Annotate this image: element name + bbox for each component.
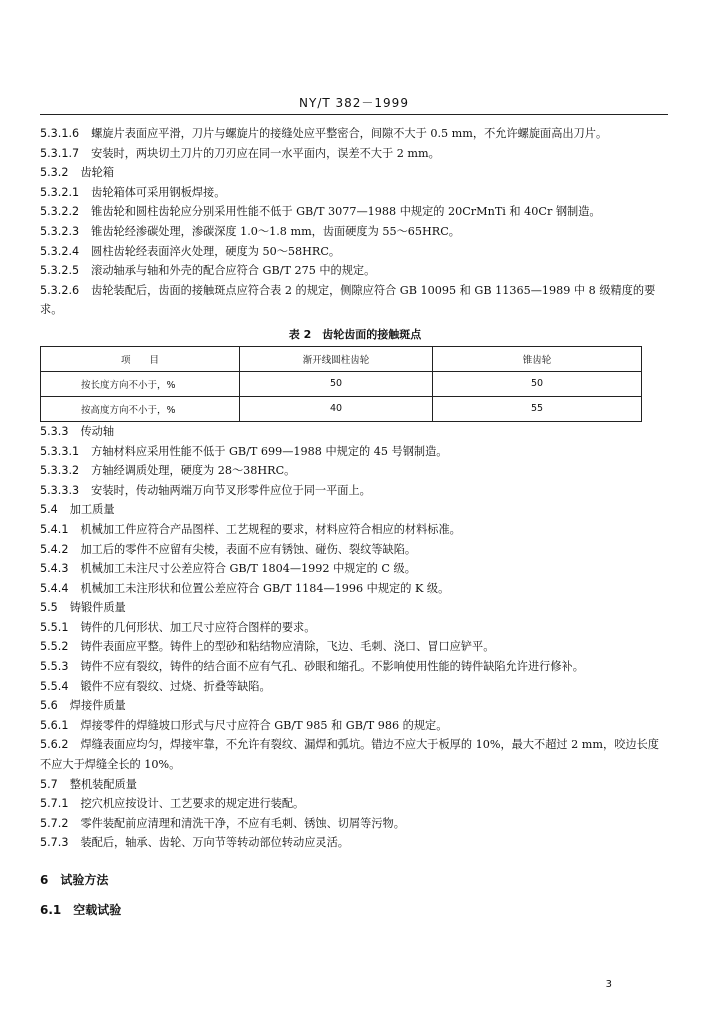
clause-number: 5.5.4 [40, 679, 69, 693]
clause-paragraph [40, 442, 670, 462]
clause-number: 5.3.1.7 [40, 146, 80, 160]
clause-paragraph [40, 814, 670, 834]
clause-number: 5.5 [40, 601, 58, 615]
table-row [41, 371, 642, 396]
clause-paragraph [40, 794, 670, 814]
clause-text: 焊接零件的焊缝坡口形式与尺寸应符合 GB/T 985 和 GB/T 986 的规定。 [80, 718, 448, 732]
table-cell: 按长度方向不小于，% [41, 371, 240, 396]
clause-paragraph [40, 540, 670, 560]
clause-text: 加工质量 [69, 503, 115, 517]
clause-paragraph [40, 559, 670, 579]
clause-paragraph [40, 833, 670, 853]
section-title: 空载试验 [73, 902, 122, 917]
header-rule [40, 114, 668, 115]
clause-text: 铸件的几何形状、加工尺寸应符合图样的要求。 [80, 620, 316, 634]
table-cell: 40 [240, 396, 433, 421]
section-heading-6 [40, 871, 670, 891]
clause-paragraph [40, 163, 670, 183]
clause-text: 机械加工件应符合产品图样、工艺规程的要求，材料应符合相应的材料标准。 [80, 522, 461, 536]
page-number: 3 [605, 979, 612, 990]
clause-number: 5.6.1 [40, 718, 69, 732]
clause-number: 5.7.3 [40, 836, 69, 850]
clause-text: 齿轮箱体可采用钢板焊接。 [91, 185, 226, 199]
clause-number: 5.4.4 [40, 581, 69, 595]
clause-text: 挖穴机应按设计、工艺要求的规定进行装配。 [80, 797, 305, 811]
clause-paragraph [40, 481, 670, 501]
clause-number: 5.3.3.2 [40, 464, 80, 478]
clause-text: 焊缝表面应均匀，焊接牢靠，不允许有裂纹、漏焊和弧坑。错边不应大于板厚的 10%，最大不超过 2 mm，咬边长度不应大于焊缝全长的 10%。 [40, 738, 659, 772]
table-cell: 按高度方向不小于，% [41, 396, 240, 421]
clause-text: 安装时，两块切土刀片的刀刃应在同一水平面内，误差不大于 2 mm。 [91, 146, 440, 160]
contact-pattern-table [40, 346, 642, 422]
clause-number: 5.7.1 [40, 797, 69, 811]
clause-paragraph [40, 242, 670, 262]
clause-paragraph [40, 500, 670, 520]
clause-text: 传动轴 [80, 424, 115, 438]
clause-number: 5.5.1 [40, 620, 69, 634]
clause-paragraph [40, 696, 670, 716]
clause-number: 5.7 [40, 777, 58, 791]
paragraph-list-top [40, 124, 670, 320]
table-row [41, 396, 642, 421]
clause-number: 5.6.2 [40, 738, 69, 752]
clause-text: 机械加工未注尺寸公差应符合 GB/T 1804—1992 中规定的 C 级。 [80, 562, 416, 576]
clause-number: 5.3.3.3 [40, 483, 80, 497]
clause-number: 5.3.2 [40, 166, 69, 180]
document-body [40, 124, 670, 920]
section-heading-6-1 [40, 901, 670, 921]
clause-number: 5.4.3 [40, 562, 69, 576]
table-cell: 55 [433, 396, 642, 421]
clause-number: 5.5.2 [40, 640, 69, 654]
clause-number: 5.3.2.6 [40, 283, 80, 297]
section-title: 试验方法 [60, 873, 109, 887]
clause-text: 齿轮装配后，齿面的接触斑点应符合表 2 的规定，侧隙应符合 GB 10095 和 GB 11365—1989 中 8 级精度的要求。 [40, 283, 656, 317]
table-header-spur: 渐开线圆柱齿轮 [240, 346, 433, 371]
clause-text: 铸件表面应平整。铸件上的型砂和粘结物应清除，飞边、毛刺、浇口、冒口应铲平。 [80, 640, 495, 654]
table-caption: 表 2 齿轮齿面的接触斑点 [288, 327, 422, 341]
clause-text: 齿轮箱 [80, 166, 115, 180]
clause-number: 5.3.3 [40, 424, 69, 438]
clause-text: 加工后的零件不应留有尖棱，表面不应有锈蚀、碰伤、裂纹等缺陷。 [80, 542, 417, 556]
clause-number: 5.3.3.1 [40, 444, 80, 458]
clause-text: 铸锻件质量 [69, 601, 126, 615]
clause-text: 螺旋片表面应平滑，刀片与螺旋片的接缝处应平整密合，间隙不大于 0.5 mm，不允许螺旋面高出刀片。 [91, 127, 608, 140]
standard-header: NY/T 382－1999 [299, 96, 409, 110]
clause-paragraph [40, 657, 670, 677]
paragraph-list-bottom [40, 422, 670, 853]
clause-paragraph [40, 579, 670, 599]
clause-paragraph [40, 124, 670, 144]
clause-number: 5.3.2.5 [40, 264, 80, 278]
clause-paragraph [40, 716, 670, 736]
clause-number: 5.5.3 [40, 660, 69, 674]
clause-text: 锥齿轮和圆柱齿轮应分别采用性能不低于 GB/T 3077—1988 中规定的 20CrMnTi 和 40Cr 钢制造。 [91, 205, 601, 219]
clause-number: 5.4 [40, 503, 58, 517]
clause-number: 5.7.2 [40, 816, 69, 830]
clause-paragraph [40, 261, 670, 281]
clause-paragraph [40, 281, 670, 320]
clause-number: 5.3.1.6 [40, 127, 80, 140]
clause-text: 机械加工未注形状和位置公差应符合 GB/T 1184—1996 中规定的 K 级。 [80, 581, 450, 595]
clause-text: 整机装配质量 [69, 777, 137, 791]
clause-text: 装配后，轴承、齿轮、万向节等转动部位转动应灵活。 [80, 836, 349, 850]
clause-text: 方轴经调质处理，硬度为 28～38HRC。 [91, 464, 296, 478]
clause-paragraph [40, 775, 670, 795]
clause-paragraph [40, 183, 670, 203]
clause-paragraph [40, 422, 670, 442]
table-cell: 50 [240, 371, 433, 396]
clause-text: 滚动轴承与轴和外壳的配合应符合 GB/T 275 中的规定。 [91, 264, 376, 278]
table-cell: 50 [433, 371, 642, 396]
clause-text: 方轴材料应采用性能不低于 GB/T 699—1988 中规定的 45 号钢制造。 [91, 444, 448, 458]
clause-text: 安装时，传动轴两端万向节叉形零件应位于同一平面上。 [91, 483, 371, 497]
clause-text: 焊接件质量 [69, 699, 126, 713]
section-number: 6 [40, 873, 49, 887]
clause-paragraph [40, 677, 670, 697]
clause-number: 5.6 [40, 699, 58, 713]
clause-paragraph [40, 202, 670, 222]
clause-paragraph [40, 598, 670, 618]
section-number: 6.1 [40, 902, 62, 917]
clause-number: 5.3.2.2 [40, 205, 80, 219]
clause-text: 锻件不应有裂纹、过烧、折叠等缺陷。 [80, 679, 271, 693]
clause-text: 圆柱齿轮经表面淬火处理，硬度为 50～58HRC。 [91, 244, 341, 258]
clause-text: 铸件不应有裂纹，铸件的结合面不应有气孔、砂眼和缩孔。不影响使用性能的铸件缺陷允许进行修补。 [80, 660, 584, 674]
clause-text: 零件装配前应清理和清洗干净，不应有毛刺、锈蚀、切屑等污物。 [80, 816, 405, 830]
clause-paragraph [40, 520, 670, 540]
table-header-item: 项 目 [41, 346, 240, 371]
clause-number: 5.3.2.3 [40, 224, 80, 238]
clause-paragraph [40, 637, 670, 657]
clause-paragraph [40, 618, 670, 638]
clause-number: 5.4.2 [40, 542, 69, 556]
clause-paragraph [40, 735, 670, 774]
clause-paragraph [40, 461, 670, 481]
clause-paragraph [40, 144, 670, 164]
clause-number: 5.4.1 [40, 522, 69, 536]
clause-number: 5.3.2.1 [40, 185, 80, 199]
clause-text: 锥齿轮经渗碳处理，渗碳深度 1.0～1.8 mm，齿面硬度为 55～65HRC。 [91, 224, 460, 238]
clause-paragraph [40, 222, 670, 242]
clause-number: 5.3.2.4 [40, 244, 80, 258]
table-header-bevel: 锥齿轮 [433, 346, 642, 371]
